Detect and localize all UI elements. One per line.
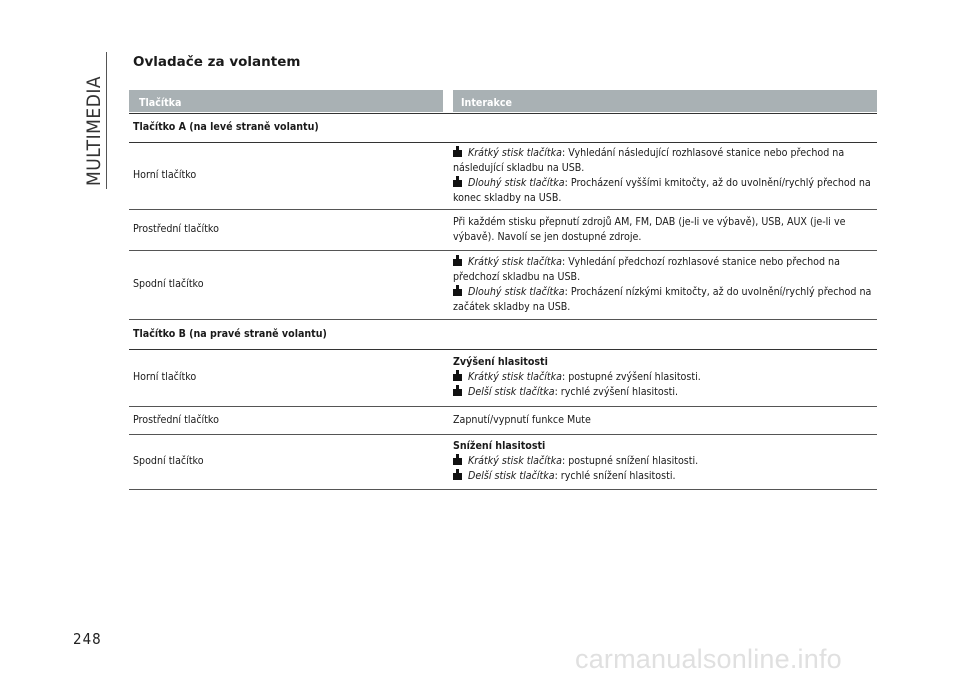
action-title: Zvýšení hlasitosti [453,356,548,369]
button-name: Horní tlačítko [133,371,197,384]
button-name: Horní tlačítko [133,169,197,182]
hand-icon [453,258,463,266]
button-name: Spodní tlačítko [133,455,204,468]
hand-icon [453,457,463,465]
hand-icon [453,472,463,480]
action-text: : Procházení nízkými kmitočty, až do uvolnění/rychlý přechod na začátek skladby na USB. [453,285,872,313]
action-text: : rychlé zvýšení hlasitosti. [554,386,679,398]
list-item [453,285,877,315]
action-label: Krátký stisk tlačítka [468,455,562,468]
page-heading: Ovladače za volantem [133,54,301,70]
action-label: Delší stisk tlačítka [468,470,555,482]
action-text: : rychlé snížení hlasitosti. [554,470,676,482]
hand-icon [453,388,463,396]
action-text: : postupné zvýšení hlasitosti. [562,371,701,384]
button-name: Prostřední tlačítko [133,223,219,236]
action-text: : Procházení vyššími kmitočty, až do uvolnění/rychlý přechod na konec skladby na USB. [453,176,871,204]
table-row [129,435,877,490]
hand-icon [453,179,463,187]
section-button-b: Tlačítko B (na pravé straně volantu) [129,321,877,350]
list-item [453,454,877,469]
watermark: carmanualsonline.info [575,644,842,674]
section-button-a: Tlačítko A (na levé straně volantu) [129,113,877,143]
table-row [129,350,877,407]
table-row [129,407,877,435]
action-text: : Vyhledání předchozí rozhlasové stanice nebo přechod na předchozí skladbu na USB. [453,256,840,283]
list-item [453,176,877,206]
table-row [129,210,877,251]
list-item [453,146,877,176]
list-item [453,385,877,400]
action-title: Snížení hlasitosti [453,440,546,453]
chapter-divider [106,52,107,189]
list-item [453,469,877,484]
hand-icon [453,149,463,157]
button-name: Prostřední tlačítko [133,413,219,426]
controls-table [129,90,877,490]
action-label: Dlouhý stisk tlačítka [468,176,565,189]
interaction-cell: Při každém stisku přepnutí zdrojů AM, FM, DAB (je-li ve výbavě), USB, AUX (je-li ve výbavě). Navolí se jen dostupné zdroje. [453,216,846,243]
interaction-cell [453,248,877,321]
action-label: Krátký stisk tlačítka [468,147,562,160]
interaction-cell [453,432,877,490]
chapter-title: MULTIMEDIA [83,75,105,186]
action-label: Dlouhý stisk tlačítka [468,285,565,298]
hand-icon [453,288,463,296]
table-header [129,90,877,112]
button-name: Spodní tlačítko [133,278,204,291]
action-text: : Vyhledání následující rozhlasové stanice nebo přechod na následující skladbu na USB. [453,147,845,174]
interaction-cell [453,348,877,406]
interaction-cell [453,139,877,212]
table-row [129,251,877,320]
action-label: Krátký stisk tlačítka [468,256,562,269]
page-number: 248 [73,630,102,648]
header-buttons: Tlačítka [129,90,443,112]
action-label: Krátký stisk tlačítka [468,371,562,384]
list-item [453,255,877,285]
interaction-cell: Zapnutí/vypnutí funkce Mute [453,413,591,426]
action-label: Delší stisk tlačítka [468,386,555,398]
table-row [129,143,877,210]
action-text: : postupné snížení hlasitosti. [562,455,699,468]
header-interaction: Interakce [453,90,877,112]
list-item [453,370,877,385]
hand-icon [453,373,463,381]
